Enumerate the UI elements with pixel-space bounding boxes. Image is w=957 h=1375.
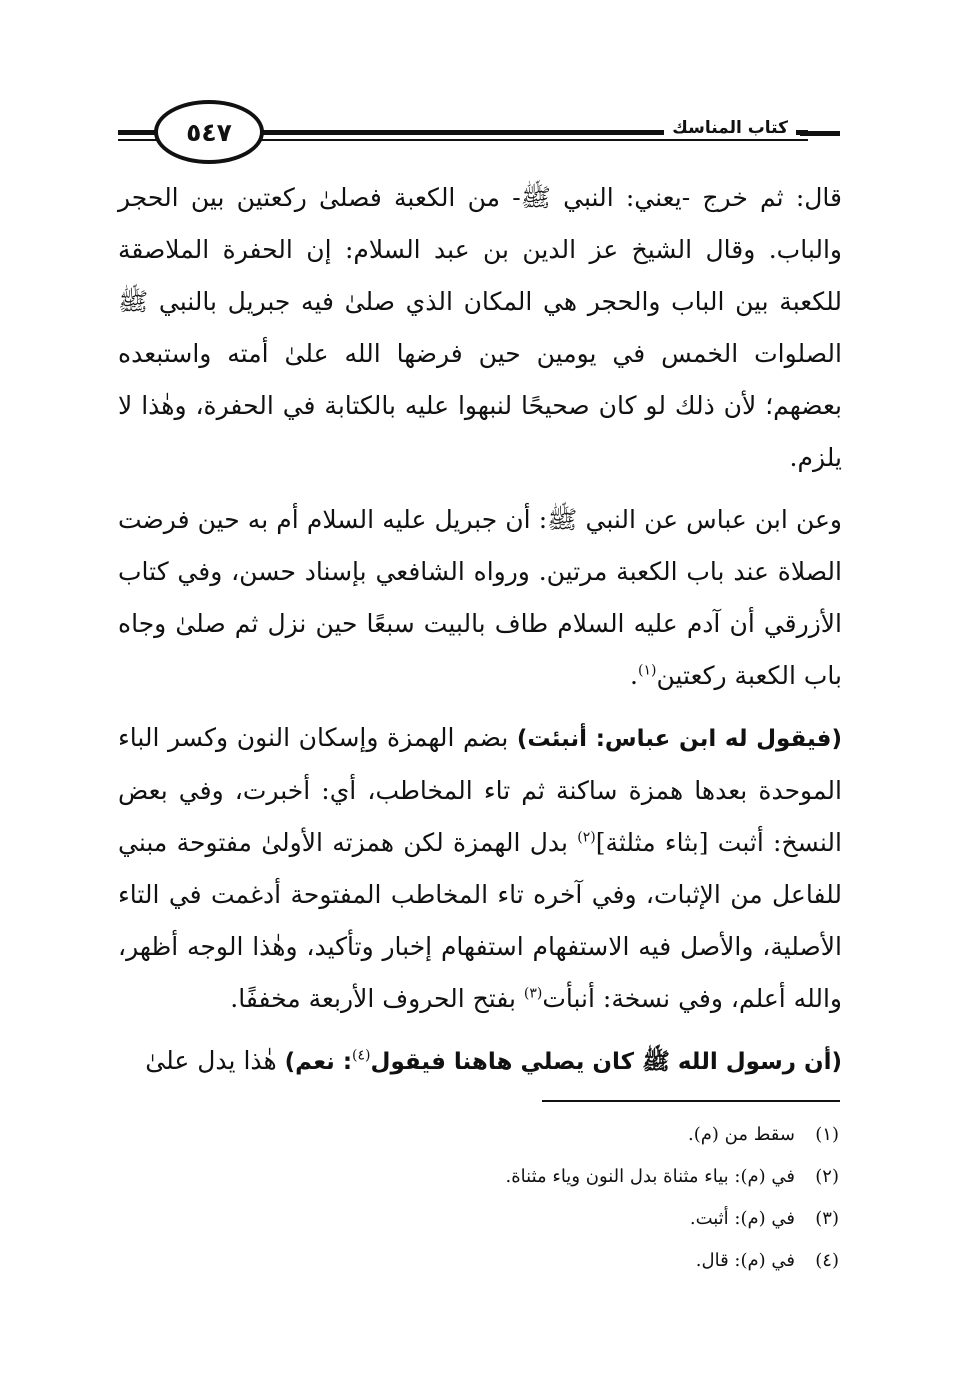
header-rule-right (800, 131, 840, 136)
footnote-3 (115, 1198, 839, 1240)
footnote-ref-3[interactable]: (٣) (523, 985, 543, 1002)
footnote-number: (٢) (815, 1166, 839, 1187)
paragraph-1 (118, 172, 842, 484)
paragraph-1-text: قال: ثم خرج -يعني: النبي ﷺ- من الكعبة فصلىٰ ركعتين بين الحجر والباب. وقال الشيخ عز الدين بن عبد السلام: إن الحفرة الملاصقة للكعبة بين الباب والحجر هي المكان الذي صلىٰ فيه جبريل بالنبي ﷺ الصلوات الخمس في يومين حين فرضها الله علىٰ أمته واستبعده بعضهم؛ لأن ذلك لو كان صحيحًا لنبهوا عليه بالكتابة في الحفرة، وهٰذا لا يلزم. (118, 183, 842, 472)
footnote-text: في (م): بياء مثناة بدل النون وياء مثناة. (505, 1166, 795, 1187)
paragraph-4-lemma: (أن رسول الله ﷺ كان يصلي هاهنا فيقول (370, 1049, 842, 1075)
paragraph-3-text-b: بدل الهمزة لكن همزته الأولىٰ مفتوحة مبني للفاعل من الإثبات، وفي آخره تاء المخاطب المفتوحة أدغمت في التاء الأصلية، والأصل فيه الاستفهام استفهام إخبار وتأكيد، وهٰذا الوجه أظهر، والله أعلم، وفي نسخة: أنبأت (118, 828, 842, 1013)
footnote-separator (542, 1100, 840, 1102)
footnote-number: (١) (815, 1124, 839, 1145)
paragraph-2 (118, 494, 842, 702)
footnote-4 (115, 1240, 839, 1282)
paragraph-2-text: وعن ابن عباس عن النبي ﷺ: أن جبريل عليه السلام أم به حين فرضت الصلاة عند باب الكعبة مرتين. ورواه الشافعي بإسناد حسن، وفي كتاب الأزرقي أن آدم عليه السلام طاف بالبيت سبعًا حين نزل ثم صلىٰ وجاه باب الكعبة ركعتين (118, 505, 842, 690)
footnote-ref-4[interactable]: (٤) (352, 1047, 371, 1064)
paragraph-3-text-a: بضم الهمزة وإسكان النون وكسر الباء الموحدة بعدها همزة ساكنة ثم تاء المخاطب، أي: أخبرت، وفي بعض النسخ: أثبت [بثاء مثلثة] (118, 723, 842, 857)
footnote-number: (٤) (815, 1250, 839, 1271)
paragraph-3 (118, 712, 842, 1025)
paragraph-4 (118, 1035, 842, 1088)
footnote-text: في (م): أثبت. (689, 1208, 795, 1229)
page-number: ٥٤٧ (186, 117, 232, 147)
footnote-text: سقط من (م). (688, 1124, 795, 1145)
running-title: كتاب المناسك (664, 118, 796, 138)
paragraph-2-end: . (630, 661, 638, 690)
paragraph-3-lemma: (فيقول له ابن عباس: أنبئت) (516, 726, 842, 752)
paragraph-4-text: هٰذا يدل علىٰ (145, 1046, 285, 1075)
footnotes (115, 1114, 839, 1282)
footnote-ref-2[interactable]: (٢) (577, 829, 596, 846)
page-header (118, 100, 840, 170)
footnote-2 (115, 1156, 839, 1198)
page-number-badge (154, 100, 264, 164)
footnote-number: (٣) (815, 1208, 839, 1229)
footnote-ref-1[interactable]: (١) (637, 662, 657, 679)
main-text (118, 172, 842, 1098)
paragraph-4-lemma-end: : نعم) (284, 1049, 353, 1075)
paragraph-3-text-c: بفتح الحروف الأربعة مخففًا. (230, 984, 524, 1013)
footnote-text: في (م): قال. (695, 1250, 795, 1271)
footnote-1 (115, 1114, 839, 1156)
